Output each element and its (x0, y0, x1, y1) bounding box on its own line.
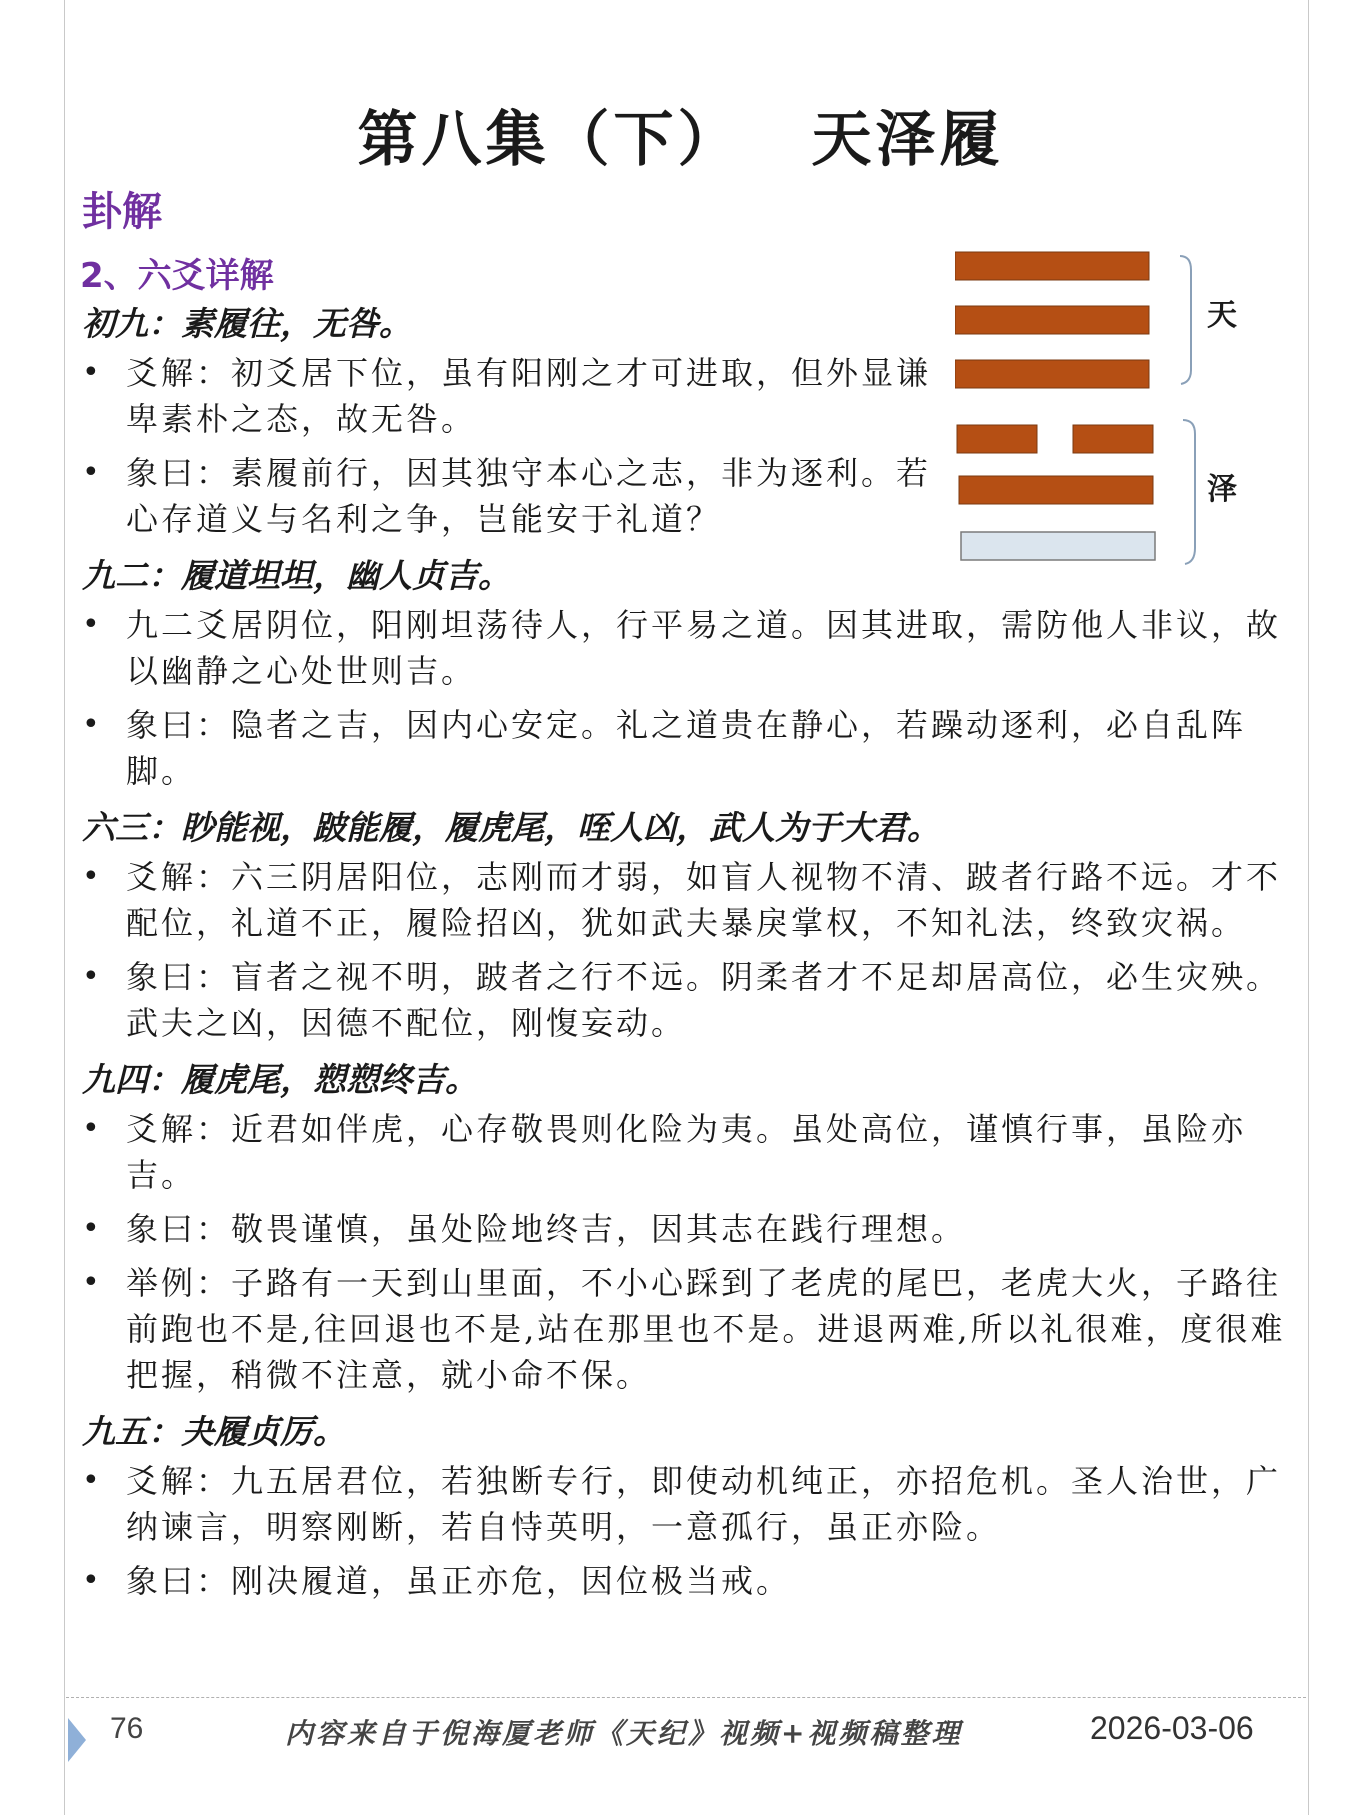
yao-bullet (82, 1558, 1302, 1604)
page-border-right (1308, 0, 1309, 1815)
yao-bullet (82, 602, 1302, 694)
bullet-dot-icon: • (82, 1563, 103, 1598)
bullet-text: 爻解：九五居君位，若独断专行，即使动机纯正，亦招危机。圣人治世，广纳谏言，明察刚断，若自恃英明，一意孤行，虽正亦险。 (126, 1462, 1282, 1546)
bullet-dot-icon: • (82, 959, 103, 994)
yao-heading: 九二：履道坦坦，幽人贞吉。 (82, 556, 511, 595)
lower-trigram-label: 泽 (1207, 472, 1237, 507)
yao-heading: 九四：履虎尾，愬愬终吉。 (82, 1060, 478, 1099)
bullet-text: 象曰：敬畏谨慎，虽处险地终吉，因其志在践行理想。 (126, 1210, 967, 1248)
footer-date: 2026-03-06 (1090, 1710, 1254, 1746)
title-part-1: 第八集（下） (357, 105, 742, 175)
footer-source: 内容来自于倪海厦老师《天纪》视频+视频稿整理 (285, 1717, 963, 1750)
yao-bullet (82, 1458, 1302, 1550)
bullet-dot-icon: • (82, 1111, 103, 1146)
yao-heading: 六三：眇能视，跛能履，履虎尾，咥人凶，武人为于大君。 (82, 808, 940, 847)
bullet-dot-icon: • (82, 1463, 103, 1498)
yao-heading: 初九：素履往，无咎。 (82, 304, 412, 343)
bullet-text: 象曰：隐者之吉，因内心安定。礼之道贵在静心，若躁动逐利，必自乱阵脚。 (126, 706, 1247, 790)
bullet-dot-icon: • (82, 707, 103, 742)
yao-content (82, 298, 1302, 1612)
bullet-dot-icon: • (82, 355, 103, 390)
yao-bullet (82, 954, 1302, 1046)
bullet-dot-icon: • (82, 1265, 103, 1300)
yao-bullet (82, 450, 946, 542)
yao-bullet (82, 702, 1302, 794)
footer-triangle-icon (68, 1718, 86, 1762)
yao-heading: 九五：夬履贞厉。 (82, 1412, 346, 1451)
bullet-dot-icon: • (82, 607, 103, 642)
bullet-dot-icon: • (82, 1211, 103, 1246)
section-heading: 卦解 (82, 189, 162, 235)
bullet-text: 爻解：六三阴居阳位，志刚而才弱，如盲人视物不清、跛者行路不远。才不配位，礼道不正，履险招凶，犹如武夫暴戾掌权，不知礼法，终致灾祸。 (126, 858, 1282, 942)
yao-bullet (82, 854, 1302, 946)
bullet-dot-icon: • (82, 859, 103, 894)
yao-bullet (82, 1260, 1302, 1398)
bullet-text: 象曰：盲者之视不明，跛者之行不远。阴柔者才不足却居高位，必生灾殃。武夫之凶，因德不配位，刚愎妄动。 (126, 958, 1282, 1042)
bullet-text: 举例：子路有一天到山里面，不小心踩到了老虎的尾巴，老虎大火，子路往前跑也不是,往回退也不是,站在那里也不是。进退两难,所以礼很难，度很难把握，稍微不注意，就小命不保。 (126, 1264, 1286, 1394)
page-title (0, 92, 1361, 178)
bullet-text: 象曰：刚决履道，虽正亦危，因位极当戒。 (126, 1562, 792, 1600)
bullet-dot-icon: • (82, 455, 103, 490)
yao-bullet (82, 350, 946, 442)
page-border-left (64, 0, 65, 1815)
title-part-2: 天泽履 (811, 105, 1004, 175)
upper-trigram-label: 天 (1207, 298, 1237, 333)
yao-bullet (82, 1206, 1302, 1252)
yao-bullet (82, 1106, 1302, 1198)
hexagram-line-6 (955, 252, 1149, 280)
subsection-heading: 2、六爻详解 (80, 256, 274, 296)
bullet-text: 爻解：近君如伴虎，心存敬畏则化险为夷。虽处高位，谨慎行事，虽险亦吉。 (126, 1110, 1247, 1194)
bullet-text: 九二爻居阴位，阳刚坦荡待人，行平易之道。因其进取，需防他人非议，故以幽静之心处世则吉。 (126, 606, 1282, 690)
bullet-text: 爻解：初爻居下位，虽有阳刚之才可进取，但外显谦卑素朴之态，故无咎。 (126, 354, 932, 438)
bullet-text: 象曰：素履前行，因其独守本心之志，非为逐利。若心存道义与名利之争，岂能安于礼道？ (126, 454, 932, 538)
footer-page-number: 76 (110, 1712, 144, 1745)
footer-divider (66, 1697, 1306, 1698)
